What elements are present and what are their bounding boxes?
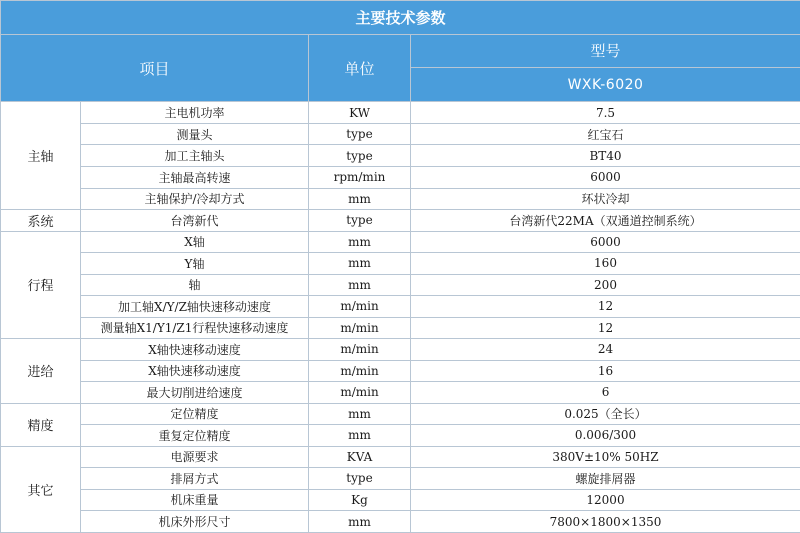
unit-cell: mm [309,188,411,210]
header-model-value: WXK-6020 [411,67,800,102]
value-cell: 160 [411,253,800,275]
table-row [1,382,800,404]
unit-cell: mm [309,403,411,425]
unit-cell: type [309,123,411,145]
unit-cell: type [309,210,411,232]
table-row [1,123,800,145]
table-row [1,468,800,490]
table-row [1,253,800,275]
item-cell: 重复定位精度 [81,425,309,447]
unit-cell: m/min [309,339,411,361]
table-row [1,511,800,533]
unit-cell: KVA [309,446,411,468]
item-cell: 电源要求 [81,446,309,468]
group-label: 系统 [1,210,81,232]
table-title: 主要技术参数 [1,1,800,35]
spec-table-body [1,1,800,533]
value-cell: 环状冷却 [411,188,800,210]
value-cell: 0.006/300 [411,425,800,447]
table-row [1,425,800,447]
group-label: 进给 [1,339,81,404]
unit-cell: m/min [309,360,411,382]
table-row [1,210,800,232]
title-row [1,1,800,35]
value-cell: 200 [411,274,800,296]
table-row [1,145,800,167]
table-row [1,188,800,210]
value-cell: 12 [411,317,800,339]
group-label: 主轴 [1,102,81,210]
item-cell: 机床重量 [81,489,309,511]
unit-cell: m/min [309,382,411,404]
value-cell: 红宝石 [411,123,800,145]
value-cell: 7800×1800×1350 [411,511,800,533]
header-item: 项目 [1,34,309,102]
value-cell: 16 [411,360,800,382]
unit-cell: type [309,468,411,490]
item-cell: 最大切削进给速度 [81,382,309,404]
value-cell: 螺旋排屑器 [411,468,800,490]
value-cell: 380V±10% 50HZ [411,446,800,468]
item-cell: 主轴最高转速 [81,167,309,189]
table-row [1,317,800,339]
group-label: 其它 [1,446,81,532]
unit-cell: Kg [309,489,411,511]
value-cell: 0.025（全长） [411,403,800,425]
table-row [1,360,800,382]
unit-cell: mm [309,274,411,296]
header-unit: 单位 [309,34,411,102]
item-cell: 轴 [81,274,309,296]
unit-cell: mm [309,511,411,533]
value-cell: 6000 [411,231,800,253]
value-cell: 12 [411,296,800,318]
item-cell: 机床外形尺寸 [81,511,309,533]
item-cell: 主轴保护/冷却方式 [81,188,309,210]
table-row [1,489,800,511]
unit-cell: m/min [309,317,411,339]
item-cell: X轴 [81,231,309,253]
value-cell: 6000 [411,167,800,189]
value-cell: BT40 [411,145,800,167]
table-row [1,446,800,468]
group-label: 精度 [1,403,81,446]
table-row [1,403,800,425]
table-row [1,339,800,361]
header-model-label: 型号 [411,34,800,67]
value-cell: 24 [411,339,800,361]
item-cell: X轴快速移动速度 [81,360,309,382]
group-label: 行程 [1,231,81,339]
unit-cell: mm [309,253,411,275]
item-cell: 排屑方式 [81,468,309,490]
table-row [1,231,800,253]
unit-cell: rpm/min [309,167,411,189]
item-cell: 测量头 [81,123,309,145]
table-row [1,274,800,296]
item-cell: 主电机功率 [81,102,309,124]
unit-cell: type [309,145,411,167]
item-cell: 加工主轴头 [81,145,309,167]
unit-cell: KW [309,102,411,124]
table-row [1,167,800,189]
unit-cell: mm [309,425,411,447]
item-cell: X轴快速移动速度 [81,339,309,361]
item-cell: 测量轴X1/Y1/Z1行程快速移动速度 [81,317,309,339]
item-cell: 加工轴X/Y/Z轴快速移动速度 [81,296,309,318]
value-cell: 6 [411,382,800,404]
item-cell: 台湾新代 [81,210,309,232]
unit-cell: m/min [309,296,411,318]
item-cell: 定位精度 [81,403,309,425]
header-row [1,34,800,67]
value-cell: 7.5 [411,102,800,124]
table-row [1,102,800,124]
value-cell: 12000 [411,489,800,511]
value-cell: 台湾新代22MA（双通道控制系统） [411,210,800,232]
item-cell: Y轴 [81,253,309,275]
unit-cell: mm [309,231,411,253]
table-row [1,296,800,318]
